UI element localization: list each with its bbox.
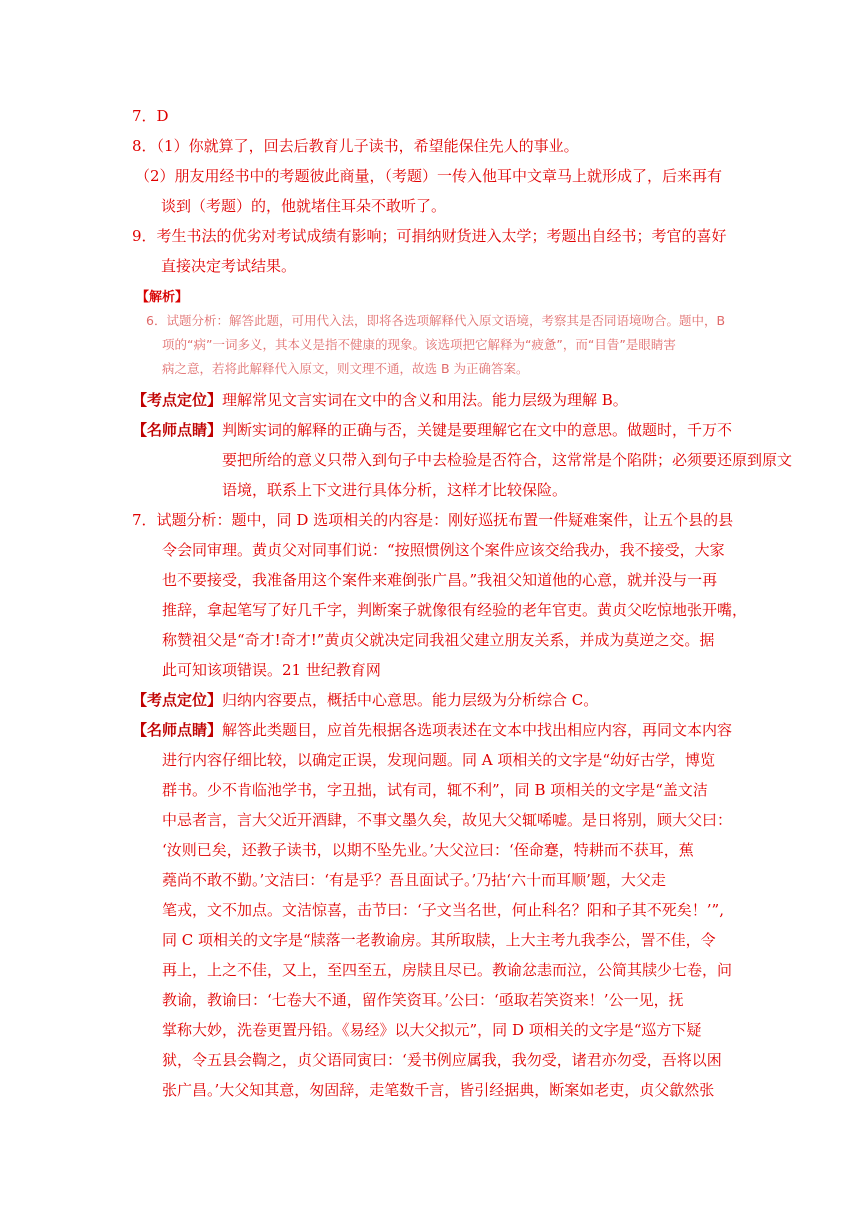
- mingshi-2-line-8: 同 C 项相关的文字是“牍落一老教谕房。其所取牍，上大主考九我李公，詈不佳，令: [162, 931, 716, 949]
- gray-analysis-line-1: 6．试题分析：解答此题，可用代入法，即将各选项解释代入原文语境，考察其是否同语境吻合。题中，B: [146, 313, 726, 328]
- q7-analysis-line-1: 7．试题分析：题中，同 D 选项相关的内容是：刚好巡抚布置一件疑难案件，让五个县的县: [132, 511, 734, 529]
- mingshi-tag: 【名师点睛】: [132, 721, 223, 739]
- answer-9-line-2: 直接决定考试结果。: [161, 257, 297, 275]
- mingshi-2-line-4: 中忌者言，言大父近开酒肆，不事文墨久矣，故见大父辄唏嘘。是日将别，顾大父曰：: [162, 811, 733, 829]
- kaodian-tag: 【考点定位】: [132, 691, 223, 709]
- mingshi-1-line-2: 要把所给的意义只带入到句子中去检验是否符合，这常常是个陷阱；必须要还原到原文: [222, 451, 793, 469]
- mingshi-2-line-11: 掌称大妙，洗卷更置丹铅。《易经》以大父拟元”，同 D 项相关的文字是“巡方下疑: [162, 1021, 702, 1039]
- answer-8-part-1: 8．（1）你就算了，回去后教育儿子读书，希望能保住先人的事业。: [132, 137, 579, 155]
- mingshi-text: 解答此类题目，应首先根据各选项表述在文本中找出相应内容，再同文本内容: [222, 721, 733, 739]
- answer-8-part-2-line-2: 谈到（考题）的，他就堵住耳朵不敢听了。: [161, 197, 447, 215]
- mingshi-2-line-3: 群书。少不肯临池学书，字丑拙，试有司，辄不利”，同 B 项相关的文字是“盖文洁: [162, 781, 708, 799]
- q7-analysis-line-4: 推辞，拿起笔写了好几千字，判断案子就像很有经验的老年官吏。黄贞父吃惊地张开嘴，: [162, 601, 748, 619]
- kaodian-1: [132, 385, 628, 415]
- answer-9-line-1: 9．考生书法的优劣对考试成绩有影响；可捐纳财货进入太学；考题出自经书；考官的喜好: [132, 227, 727, 245]
- mingshi-text: 判断实词的解释的正确与否，关键是要理解它在文中的意思。做题时，千万不: [222, 421, 733, 439]
- q7-analysis-line-2: 令会同审理。黄贞父对同事们说：“按照惯例这个案件应该交给我办，我不接受，大家: [162, 541, 725, 559]
- mingshi-1-line-1: [132, 415, 732, 445]
- mingshi-2-line-13: 张广昌。’大父知其意，匆固辞，走笔数千言，皆引经据典，断案如老吏，贞父歙然张: [162, 1081, 715, 1099]
- mingshi-2-line-2: 进行内容仔细比较，以确定正误，发现问题。同 A 项相关的文字是“幼好古学，博览: [162, 751, 716, 769]
- mingshi-2-line-5: ‘汝则已矣，还教子读书，以期不坠先业。’大父泣曰：‘侄命蹇，特耕而不获耳，蕉: [162, 841, 694, 859]
- q7-analysis-line-5: 称赞祖父是“奇才!奇才!”黄贞父就决定同我祖父建立朋友关系，并成为莫逆之交。据: [162, 631, 715, 649]
- gray-analysis-line-2: 项的“病”一词多义，其本义是指不健康的现象。该选项把它解释为“疲惫”，而“目眚”是眼睛害: [162, 337, 676, 352]
- mingshi-2-line-1: [132, 715, 732, 745]
- analysis-header: 【解析】: [136, 290, 189, 305]
- kaodian-text: 归纳内容要点，概括中心意思。能力层级为分析综合 C。: [222, 691, 599, 709]
- mingshi-2-line-12: 狱，令五县会鞫之，贞父语同寅曰：‘爰书例应属我，我勿受，诸君亦勿受，吾将以困: [162, 1051, 722, 1069]
- q7-analysis-line-6: 此可知该项错误。21 世纪教育网: [162, 661, 381, 679]
- mingshi-2-line-9: 再上，上之不佳，又上，至四至五，房牍且尽已。教谕忿恚而泣，公简其牍少七卷，问: [162, 961, 733, 979]
- answer-8-part-2-line-1: （2）朋友用经书中的考题彼此商量，（考题）一传入他耳中文章马上就形成了，后来再有: [135, 167, 723, 185]
- q7-analysis-line-3: 也不要接受，我准备用这个案件来难倒张广昌。”我祖父知道他的心意，就并没与一再: [162, 571, 718, 589]
- mingshi-tag: 【名师点睛】: [132, 421, 223, 439]
- mingshi-2-line-7: 笔戎，文不加点。文洁惊喜，击节曰：‘子文当名世，何止科名？阳和子其不死矣！’”,: [162, 901, 724, 919]
- mingshi-2-line-10: 教谕，教谕曰：‘七卷大不通，留作笑资耳。’公曰：‘亟取若笑资来！’公一见，抚: [162, 991, 684, 1009]
- kaodian-tag: 【考点定位】: [132, 391, 223, 409]
- answer-7: 7．D: [132, 107, 169, 125]
- gray-analysis-line-3: 病之意，若将此解释代入原文，则文理不通，故选 B 为正确答案。: [162, 361, 529, 376]
- kaodian-2: [132, 685, 598, 715]
- mingshi-1-line-3: 语境，联系上下文进行具体分析，这样才比较保险。: [222, 481, 568, 499]
- mingshi-2-line-6: 蕘尚不敢不勤。’文洁曰：‘有是乎？吾且面试子。’乃拈‘六十而耳顺’题，大父走: [162, 871, 666, 889]
- kaodian-text: 理解常见文言实词在文中的含义和用法。能力层级为理解 B。: [222, 391, 628, 409]
